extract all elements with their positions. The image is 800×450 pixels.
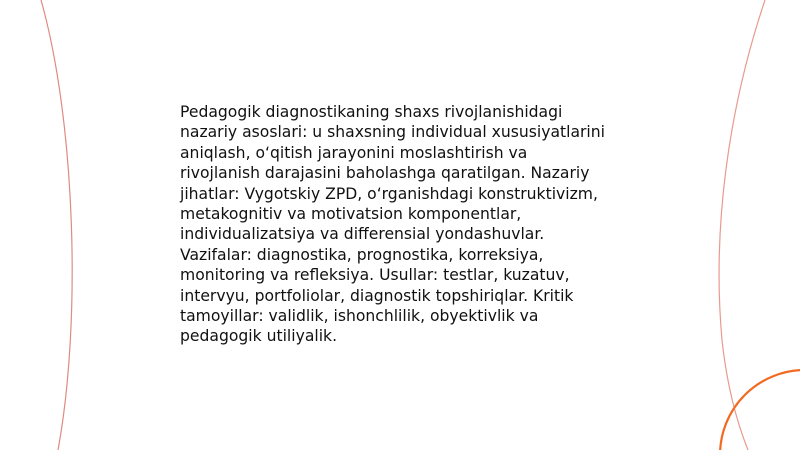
orange-ring [720,370,800,450]
right-arc [719,0,765,450]
slide-body-text: Pedagogik diagnostikaning shaxs rivojlanishidagi nazariy asoslari: u shaxsning individual xususiyatlarini aniqlash, o‘qitish jarayonini moslashtirish va rivojlanish darajasini baholashga qaratilgan. Nazariy jihatlar: Vygotskiy ZPD, o‘rganishdagi konstruktivizm, metakognitiv va motivatsion komponentlar, individualizatsiya va differensial yondashuvlar. Vazifalar: diagnostika, prognostika, korreksiya, monitoring va refleksiya. Usullar: testlar, kuzatuv, intervyu, portfoliolar, diagnostik topshiriqlar. Kritik tamoyillar: validlik, ishonchlilik, obyektivlik va pedagogik utiliyalik. [180,103,605,346]
left-arc [41,0,72,450]
